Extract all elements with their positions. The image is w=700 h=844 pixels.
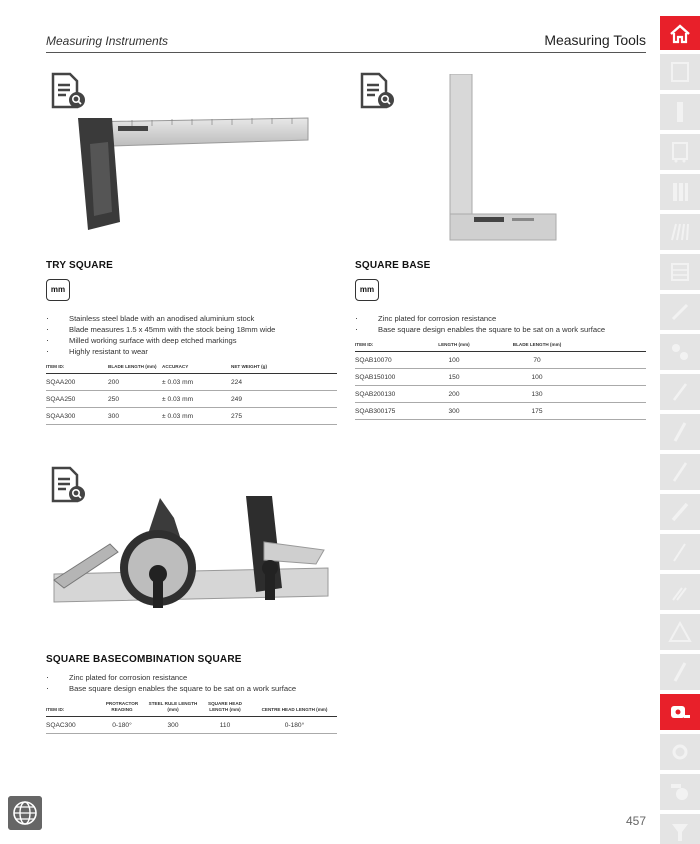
table-row — [46, 408, 337, 425]
item-id-cell: SQAA200 — [46, 374, 108, 391]
tab-category-14[interactable] — [660, 574, 700, 610]
square-base-features — [355, 313, 605, 335]
table-cell-spacer — [587, 403, 646, 420]
tab-category-13[interactable] — [660, 534, 700, 570]
feature-bullet: · Zinc plated for corrosion resistance — [46, 672, 296, 683]
side-tab-bar — [660, 16, 700, 844]
warning-icon — [668, 620, 692, 644]
column-header: ACCURACY — [162, 364, 231, 374]
item-id-cell: SQAB300175 — [355, 403, 421, 420]
item-id-cell: SQAA250 — [46, 391, 108, 408]
column-header: STEEL RULE LENGTH (mm) — [148, 701, 198, 717]
column-header: ITEM ID: — [46, 364, 108, 374]
table-cell: 100 — [487, 369, 587, 386]
table-row — [355, 369, 646, 386]
table-cell: ± 0.03 mm — [162, 374, 231, 391]
column-header: PROTRACTOR READING — [96, 701, 148, 717]
table-cell: 150 — [421, 369, 487, 386]
punch-icon — [668, 540, 692, 564]
table-cell: 110 — [198, 717, 252, 734]
marker-icon — [668, 660, 692, 684]
feature-bullet: · Blade measures 1.5 x 45mm with the stock being 18mm wide — [46, 324, 275, 335]
table-header-row — [46, 364, 337, 374]
tool-icon — [668, 100, 692, 124]
tape-measure-icon — [668, 700, 692, 724]
table-header-row — [46, 701, 337, 717]
table-cell-spacer — [587, 352, 646, 369]
table-cell: 100 — [421, 352, 487, 369]
page-number: 457 — [625, 814, 646, 828]
table-cell: 300 — [108, 408, 162, 425]
tab-category-6[interactable] — [660, 254, 700, 290]
tab-category-18[interactable] — [660, 734, 700, 770]
table-row — [355, 403, 646, 420]
try-square-title: TRY SQUARE — [46, 260, 114, 271]
globe-icon[interactable] — [8, 796, 42, 830]
table-cell: 175 — [487, 403, 587, 420]
square-base-spec-table — [355, 342, 646, 420]
saw-icon — [668, 500, 692, 524]
item-id-cell: SQAB150100 — [355, 369, 421, 386]
funnel-icon — [668, 820, 692, 844]
table-cell: 130 — [487, 386, 587, 403]
screwdriver-icon — [668, 300, 692, 324]
item-id-cell: SQAC300 — [46, 717, 96, 734]
feature-bullet: · Zinc plated for corrosion resistance — [355, 313, 605, 324]
table-cell: 224 — [231, 374, 337, 391]
table-cell: ± 0.03 mm — [162, 391, 231, 408]
tab-home[interactable] — [660, 16, 700, 50]
table-cell: 200 — [108, 374, 162, 391]
table-cell: 300 — [148, 717, 198, 734]
header-category: Measuring Instruments — [46, 34, 169, 48]
chisel-icon — [668, 420, 692, 444]
tab-measuring-tools[interactable] — [660, 694, 700, 730]
feature-bullet: · Base square design enables the square to be sat on a work surface — [355, 324, 605, 335]
try-square-spec-table — [46, 364, 337, 425]
table-row — [46, 374, 337, 391]
table-cell: 300 — [421, 403, 487, 420]
item-id-cell: SQAB10070 — [355, 352, 421, 369]
tab-category-9[interactable] — [660, 374, 700, 410]
item-id-cell: SQAA300 — [46, 408, 108, 425]
feature-bullet: · Base square design enables the square to be sat on a work surface — [46, 683, 296, 694]
document-search-icon[interactable] — [50, 72, 86, 112]
tab-category-7[interactable] — [660, 294, 700, 330]
bits-icon — [668, 340, 692, 364]
column-header: CENTRE HEAD LENGTH (mm) — [252, 701, 337, 717]
combination-square-photo — [50, 488, 330, 630]
case-icon — [668, 260, 692, 284]
square-base-title: SQUARE BASE — [355, 260, 431, 271]
table-cell: 0-180° — [252, 717, 337, 734]
tab-category-11[interactable] — [660, 454, 700, 490]
try-square-photo — [72, 112, 312, 232]
header-section: Measuring Tools — [544, 32, 646, 48]
wrench-set-icon — [668, 220, 692, 244]
table-cell-spacer — [587, 386, 646, 403]
table-cell: ± 0.03 mm — [162, 408, 231, 425]
column-header: NET WEIGHT (g) — [231, 364, 337, 374]
table-cell-spacer — [587, 369, 646, 386]
document-search-icon[interactable] — [359, 72, 395, 112]
tab-category-8[interactable] — [660, 334, 700, 370]
table-row — [46, 717, 337, 734]
tab-category-3[interactable] — [660, 134, 700, 170]
table-cell: 0-180° — [96, 717, 148, 734]
gear-icon — [668, 740, 692, 764]
tab-category-1[interactable] — [660, 54, 700, 90]
table-cell: 249 — [231, 391, 337, 408]
tab-category-4[interactable] — [660, 174, 700, 210]
table-row — [46, 391, 337, 408]
table-row — [355, 386, 646, 403]
cabinet-icon — [668, 140, 692, 164]
home-icon — [668, 22, 692, 46]
file-icon — [668, 380, 692, 404]
unit-badge: mm — [355, 279, 379, 301]
tab-category-20[interactable] — [660, 814, 700, 844]
tab-category-19[interactable] — [660, 774, 700, 810]
feature-bullet: · Stainless steel blade with an anodised aluminium stock — [46, 313, 275, 324]
table-header-row — [355, 342, 646, 352]
column-header: SQUARE HEAD LENGTH (mm) — [198, 701, 252, 717]
square-base-photo — [448, 74, 558, 242]
column-header: LENGTH (mm) — [421, 342, 487, 352]
combination-square-features — [46, 672, 296, 694]
table-cell: 70 — [487, 352, 587, 369]
table-cell: 200 — [421, 386, 487, 403]
knife-icon — [668, 460, 692, 484]
combination-square-title: SQUARE BASECOMBINATION SQUARE — [46, 654, 242, 665]
tab-category-10[interactable] — [660, 414, 700, 450]
tab-category-5[interactable] — [660, 214, 700, 250]
header-divider — [46, 52, 646, 53]
combination-square-spec-table — [46, 701, 337, 734]
column-header-spacer — [587, 342, 646, 352]
grinder-icon — [668, 780, 692, 804]
column-header: BLADE LENGTH (mm) — [487, 342, 587, 352]
item-id-cell: SQAB200130 — [355, 386, 421, 403]
tab-category-2[interactable] — [660, 94, 700, 130]
box-icon — [668, 60, 692, 84]
table-cell: 275 — [231, 408, 337, 425]
column-header: ITEM ID: — [46, 701, 96, 717]
tab-category-16[interactable] — [660, 654, 700, 690]
table-cell: 250 — [108, 391, 162, 408]
feature-bullet: · Milled working surface with deep etched markings — [46, 335, 275, 346]
tab-category-12[interactable] — [660, 494, 700, 530]
unit-badge: mm — [46, 279, 70, 301]
try-square-features — [46, 313, 275, 357]
tab-category-15[interactable] — [660, 614, 700, 650]
feature-bullet: · Highly resistant to wear — [46, 346, 275, 357]
pliers-icon — [668, 580, 692, 604]
sockets-icon — [668, 180, 692, 204]
table-row — [355, 352, 646, 369]
column-header: ITEM ID: — [355, 342, 421, 352]
column-header: BLADE LENGTH (mm) — [108, 364, 162, 374]
